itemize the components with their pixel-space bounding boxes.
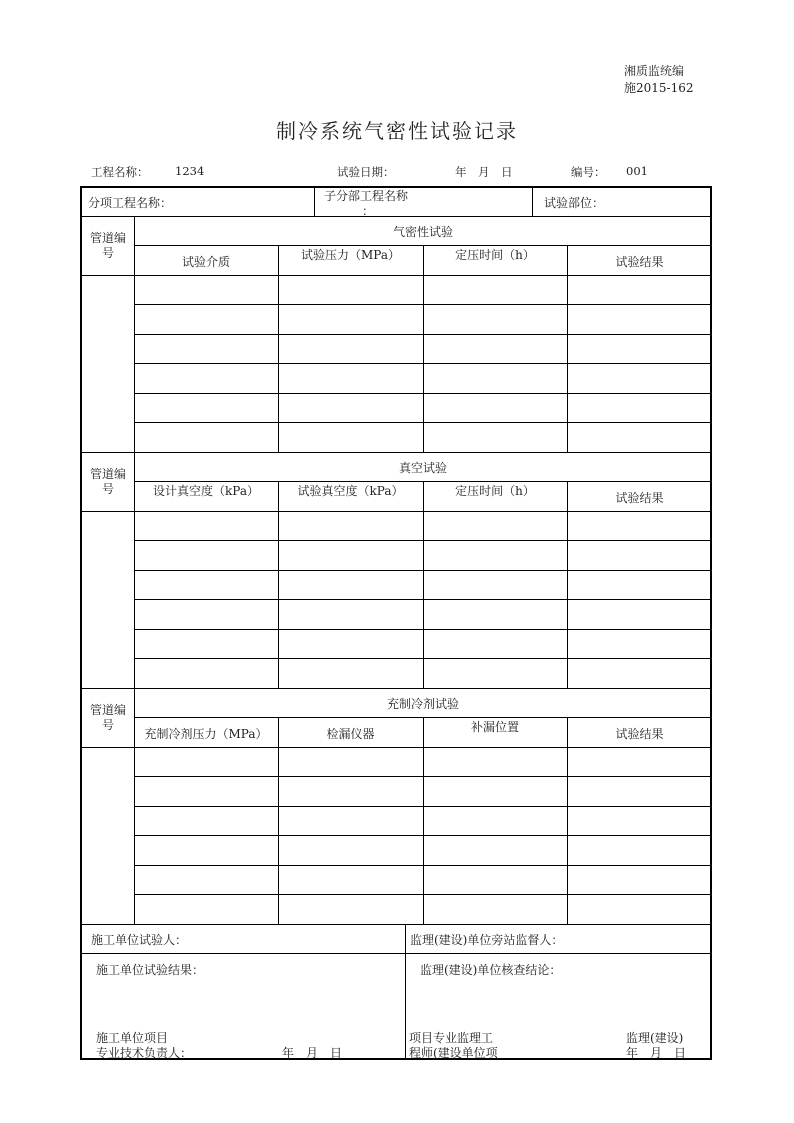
tester-label: 施工单位试验人： (91, 933, 188, 947)
supervision-sign-line1: 项目专业监理工 (409, 1031, 494, 1045)
section1-pipe-label: 管道编号 (89, 231, 126, 260)
number-label: 编号： (571, 165, 606, 179)
col-divider (423, 481, 424, 688)
row-divider (80, 747, 712, 748)
supervisor-label: 监理(建设)单位旁站监督人： (410, 933, 564, 947)
test-location-label: 试验部位： (544, 196, 605, 210)
supervision-date[interactable]: 年 月 日 (626, 1046, 687, 1060)
row-divider (80, 216, 712, 217)
sub-division-label: 子分部工程名称 (324, 189, 409, 203)
row-divider (80, 452, 712, 453)
section1-col-result: 试验结果 (615, 255, 664, 269)
row-divider (80, 688, 712, 689)
page-title: 制冷系统气密性试验记录 (276, 119, 518, 143)
section2-col-result: 试验结果 (615, 491, 664, 505)
section3-col-result: 试验结果 (615, 727, 664, 741)
section3-title: 充制冷剂试验 (386, 697, 459, 711)
section3-pipe-label: 管道编号 (89, 703, 126, 732)
col-divider (134, 216, 135, 924)
sub-division-colon: ： (362, 204, 375, 218)
construction-sign-line1: 施工单位项目 (96, 1031, 169, 1045)
doc-code-line1: 湘质监统编 (624, 64, 685, 78)
row-divider (80, 511, 712, 512)
section2-title: 真空试验 (398, 461, 447, 475)
row-divider (80, 275, 712, 276)
test-date-label: 试验日期： (337, 165, 395, 179)
col-divider (532, 186, 533, 216)
section2-pipe-label: 管道编号 (89, 467, 126, 496)
section3-col-leak-detector: 检漏仪器 (326, 727, 375, 741)
doc-code-line2: 施2015-162 (624, 81, 694, 95)
section2-col-design-vacuum: 设计真空度（kPa） (153, 484, 259, 498)
col-divider (567, 245, 568, 452)
row-divider (80, 924, 712, 925)
supervision-conclusion-label: 监理(建设)单位核查结论： (420, 963, 562, 977)
section3-col-repair-location: 补漏位置 (470, 720, 519, 734)
col-divider (278, 481, 279, 688)
section1-col-pressure: 试验压力（MPa） (301, 248, 400, 262)
row-divider (80, 953, 712, 954)
section1-title: 气密性试验 (392, 225, 453, 239)
sub-item-label: 分项工程名称： (88, 196, 173, 210)
supervision-sign-line3: 监理(建设) (626, 1031, 684, 1045)
section1-col-medium: 试验介质 (181, 255, 230, 269)
col-divider (567, 717, 568, 924)
project-name-value[interactable]: 1234 (175, 164, 205, 178)
col-divider (314, 186, 315, 216)
section2-col-hold-time: 定压时间（h） (455, 484, 535, 498)
test-date-value[interactable]: 年 月 日 (455, 165, 513, 179)
section3-col-charge-pressure: 充制冷剂压力（MPa） (144, 727, 268, 741)
construction-sign-line2: 专业技术负责人： (96, 1046, 193, 1060)
col-divider (423, 717, 424, 924)
construction-result-label: 施工单位试验结果： (96, 963, 205, 977)
record-table (80, 186, 712, 1060)
section1-col-hold-time: 定压时间（h） (455, 248, 535, 262)
col-divider (567, 481, 568, 688)
doc-code (624, 63, 694, 97)
col-divider (278, 717, 279, 924)
project-name-label: 工程名称： (91, 165, 149, 179)
supervision-sign-line2: 程师(建设单位项 (409, 1046, 498, 1060)
col-divider (405, 924, 406, 1060)
number-value[interactable]: 001 (626, 164, 648, 178)
col-divider (278, 245, 279, 452)
section2-col-test-vacuum: 试验真空度（kPa） (297, 484, 404, 498)
construction-date[interactable]: 年 月 日 (282, 1046, 343, 1060)
col-divider (423, 245, 424, 452)
